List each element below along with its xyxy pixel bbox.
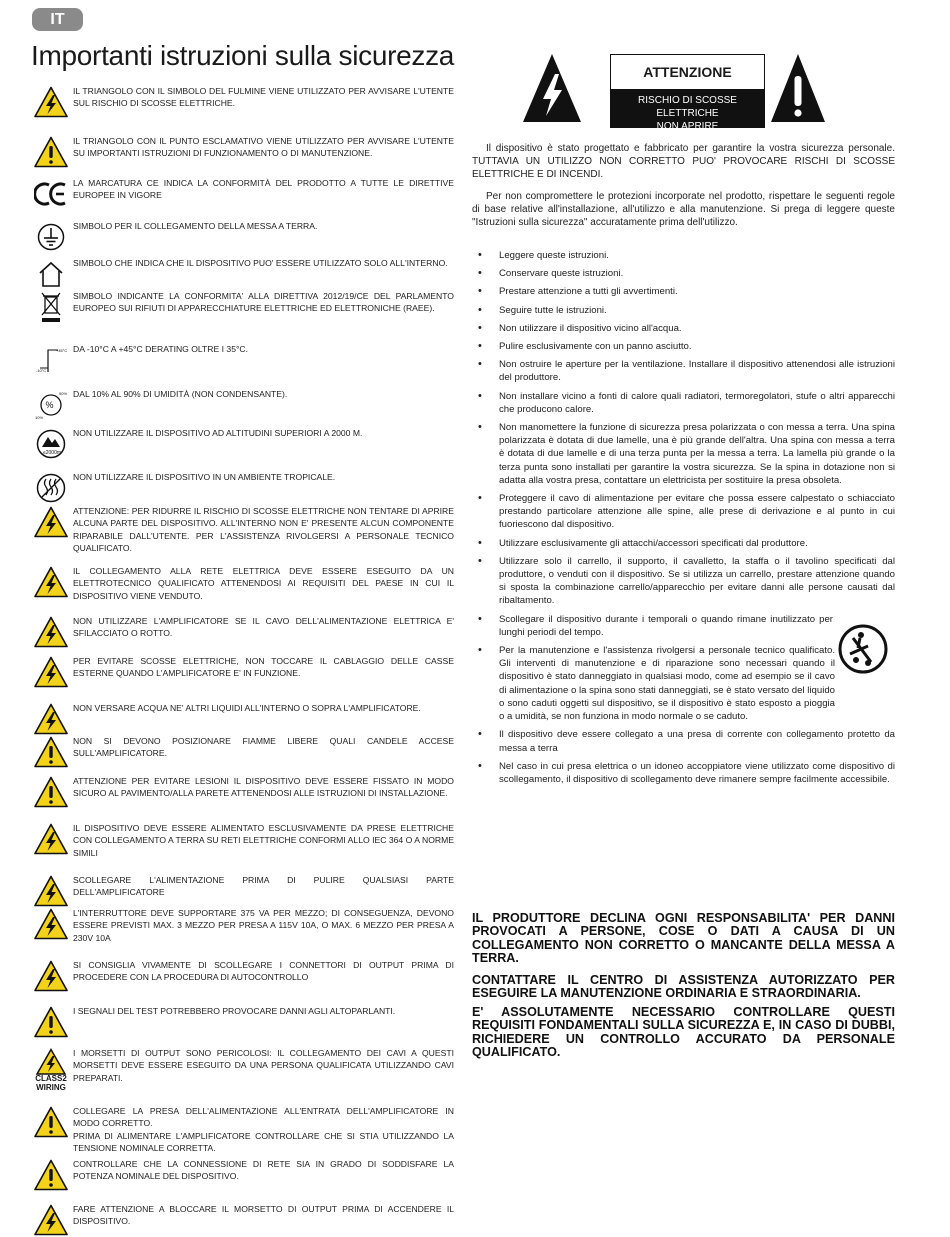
disclaimer-check: E' ASSOLUTAMENTE NECESSARIO CONTROLLARE QUESTI REQUISITI FONDAMENTALI SULLA SICUREZZA E, IN CASO DI DUBBI, RICHIEDERE UN CONTROLLO ACCURATO DA PERSONALE QUALIFICATO.	[472, 1005, 895, 1060]
symbol-description: ATTENZIONE PER EVITARE LESIONI IL DISPOSITIVO DEVE ESSERE FISSATO IN MODO SICURO AL PAVIMENTO/ALLA PARETE ATTENENDOSI ALLE ISTRUZIONI DI INSTALLAZIONE.	[73, 776, 454, 799]
lightning-warning-icon	[32, 615, 70, 649]
symbol-description: PER EVITARE SCOSSE ELETTRICHE, NON TOCCARE IL CABLAGGIO DELLE CASSE ESTERNE QUANDO L'AMPLIFICATORE E' IN FUNZIONE.	[73, 656, 454, 679]
rule-item: • Leggere queste istruzioni.	[472, 249, 895, 262]
symbol-description: FARE ATTENZIONE A BLOCCARE IL MORSETTO DI OUTPUT PRIMA DI ACCENDERE IL DISPOSITIVO.	[73, 1204, 454, 1227]
symbol-description: NON UTILIZZARE L'AMPLIFICATORE SE IL CAVO DELL'ALIMENTAZIONE ELETTRICA E' SFILACCIATO O ROTTO.	[73, 616, 454, 639]
attention-title: ATTENZIONE	[643, 64, 732, 80]
symbol-description: IL DISPOSITIVO DEVE ESSERE ALIMENTATO ESCLUSIVAMENTE DA PRESE ELETTRICHE CON COLLEGAMENTO A TERRA SU RETI ELETTRICHE CONFORMI ALLO IEC 364 O A NORME SIMILI	[73, 823, 454, 858]
symbol-row	[32, 874, 454, 908]
page-title: Importanti istruzioni sulla sicurezza	[31, 40, 455, 71]
class2-wiring-label: CLASS2	[35, 1074, 67, 1083]
symbol-row	[32, 1158, 454, 1192]
lightning-warning-icon	[32, 565, 70, 599]
symbol-description: NON SI DEVONO POSIZIONARE FIAMME LIBERE QUALI CANDELE ACCESE SULL'AMPLIFICATORE.	[73, 736, 454, 759]
symbol-description: ATTENZIONE: PER RIDURRE IL RISCHIO DI SCOSSE ELETTRICHE NON TENTARE DI APRIRE ALCUNA PARTE DEL DISPOSITIVO. ALL'INTERNO NON E' PRESENTE ALCUN COMPONENTE RIPARABILE DALL'UTENTE. PER L'ASSISTENZA RIVOLGERSI A PERSONALE TECNICO QUALIFICATO.	[73, 506, 454, 554]
svg-text:90%: 90%	[59, 391, 68, 396]
rule-item: • Non manomettere la funzione di sicurezza presa polarizzata o con messa a terra. Una spina polarizzata è dotata di due lamelle, una è più grande dell'altra. Una spina con messa a terra è dotata di due lamelle e di una terza punta per la messa a terra. La lamella più grande o la terza punta sono installati per garantire la vostra sicurezza. Se la spina in dotazione non si adatta alla vostra presa, contattare un elettricista per sostituire la presa obsoleta.	[472, 421, 895, 487]
tropical-icon	[32, 471, 70, 505]
rule-item: • Per la manutenzione e l'assistenza rivolgersi a personale tecnico qualificato. Gli interventi di manutenzione e di riparazione sono necessari quando il dispositivo è stato danneggiato in qualsiasi modo, come ad esempio se il cavo di alimentazione o la spina sono stati danneggiati, se è stato versato del liquido o sono caduti oggetti sul dispositivo, se il dispositivo è stato esposto a pioggia o a umidità, se non funziona in modo normale o se caduto.	[472, 644, 895, 723]
ce-mark-icon	[32, 177, 70, 211]
exclamation-warning-icon	[32, 135, 70, 169]
symbol-row	[32, 822, 454, 859]
warning-header	[521, 52, 826, 132]
symbol-description: NON UTILIZZARE IL DISPOSITIVO IN UN AMBIENTE TROPICALE.	[73, 472, 336, 482]
symbol-description: SIMBOLO INDICANTE LA CONFORMITA' ALLA DIRETTIVA 2012/19/CE DEL PARLAMENTO EUROPEO SUI RIFIUTI DI APPARECCHIATURE ELETTRICHE ED ELETTRONICHE (RAEE).	[73, 291, 454, 314]
exclamation-warning-icon	[32, 1005, 70, 1039]
intro-section	[472, 142, 895, 229]
intro-paragraph-1: Il dispositivo è stato progettato e fabbricato per garantire la vostra sicurezza personale. TUTTAVIA UN UTILIZZO NON CORRETTO PUO' PROVOCARE RISCHI DI SCOSSE ELETTRICHE E DI INCENDI.	[472, 143, 895, 180]
symbol-description: CONTROLLARE CHE LA CONNESSIONE DI RETE SIA IN GRADO DI SODDISFARE LA POTENZA NOMINALE DEL DISPOSITIVO.	[73, 1159, 454, 1182]
symbol-row	[32, 1005, 454, 1039]
disclaimer-service: CONTATTARE IL CENTRO DI ASSISTENZA AUTORIZZATO PER ESEGUIRE LA MANUTENZIONE ORDINARIA E STRAORDINARIA.	[472, 973, 895, 1001]
lightning-warning-icon	[521, 52, 583, 124]
symbol-row	[32, 1203, 454, 1237]
rule-item: • Conservare queste istruzioni.	[472, 267, 895, 280]
symbol-description: NON UTILIZZARE IL DISPOSITIVO AD ALTITUDINI SUPERIORI A 2000 M.	[73, 428, 363, 438]
rule-item: • Utilizzare solo il carrello, il supporto, il cavalletto, la staffa o il tavolino specificati dal produttore, o venduti con il dispositivo. Se si utilizza un carrello, prestare attenzione quando si sposta la combinazione carrello/apparecchio per evitare danni alle persone causati dal ribaltamento.	[472, 555, 895, 608]
rule-item: • Scollegare il dispositivo durante i temporali o quando rimane inutilizzato per lunghi periodi del tempo.	[472, 613, 895, 639]
symbol-description: SIMBOLO CHE INDICA CHE IL DISPOSITIVO PUO' ESSERE UTILIZZATO SOLO ALL'INTERNO.	[73, 258, 448, 268]
symbol-description: I MORSETTI DI OUTPUT SONO PERICOLOSI: IL COLLEGAMENTO DEI CAVI A QUESTI MORSETTI DEVE ESSERE ESEGUITO DA UNA PERSONA QUALIFICATA UTILIZZANDO CAVI PREPARATI.	[73, 1048, 454, 1083]
symbol-description: I SEGNALI DEL TEST POTREBBERO PROVOCARE DANNI AGLI ALTOPARLANTI.	[73, 1006, 396, 1016]
symbol-row	[32, 471, 454, 505]
disclaimer-ground: IL PRODUTTORE DECLINA OGNI RESPONSABILITA' PER DANNI PROVOCATI A PERSONE, COSE O DATI A CAUSA DI UN COLLEGAMENTO NON CORRETTO O MANCANTE DELLA MESSA A TERRA.	[472, 911, 895, 966]
lightning-warning-icon	[32, 1203, 70, 1237]
indoor-house-icon	[32, 257, 70, 291]
exclamation-warning-icon	[32, 1158, 70, 1192]
symbol-description: L'INTERRUTTORE DEVE SUPPORTARE 375 VA PER MEZZO; DI CONSEGUENZA, DEVONO ESSERE PREVISTI MAX. 3 MEZZO PER PRESA A 115V 10A, O MAX. 6 MEZZO PER PRESA A 230V 10A	[73, 908, 454, 943]
weee-bin-icon	[32, 290, 70, 324]
svg-text:≤2000m: ≤2000m	[43, 450, 62, 456]
symbol-row	[32, 220, 454, 254]
symbol-row	[32, 290, 454, 324]
lightning-warning-icon	[32, 822, 70, 856]
symbol-row	[32, 85, 454, 119]
cart-tip-warning-icon	[838, 624, 888, 674]
symbol-row	[32, 257, 454, 291]
symbol-description: IL TRIANGOLO CON IL PUNTO ESCLAMATIVO VIENE UTILIZZATO PER AVVISARE L'UTENTE SU IMPORTANTI ISTRUZIONI DI FUNZIONAMENTO O DI MANUTENZIONE.	[73, 136, 454, 159]
attention-subtitle	[611, 89, 764, 132]
class2-wiring-icon	[32, 1047, 70, 1095]
rule-item: • Utilizzare esclusivamente gli attacchi/accessori specificati dal produttore.	[472, 537, 895, 550]
safety-rules-list	[472, 249, 895, 791]
symbol-description: SCOLLEGARE L'ALIMENTAZIONE PRIMA DI PULIRE QUALSIASI PARTE DELL'AMPLIFICATORE	[73, 875, 454, 898]
rule-item: • Proteggere il cavo di alimentazione per evitare che possa essere calpestato o schiacciato prestando particolare attenzione alle spine, alle prese di derivazione e al punto in cui fuoriescono dal dispositivo.	[472, 492, 895, 532]
symbol-row	[32, 702, 454, 736]
lightning-warning-icon	[32, 907, 70, 941]
symbol-row	[32, 177, 454, 211]
symbol-row	[32, 135, 454, 169]
exclamation-warning-icon	[769, 52, 827, 124]
rule-item: • Pulire esclusivamente con un panno asciutto.	[472, 340, 895, 353]
symbol-row	[32, 388, 454, 422]
intro-paragraph-2: Per non compromettere le protezioni incorporate nel prodotto, rispettare le seguenti regole di base relative all'installazione, all'utilizzo e alla manutenzione. Si prega di leggere queste "Istruzioni sulla sicurezza" accuratamente prima dell'utilizzo.	[472, 191, 895, 228]
symbol-row	[32, 1105, 454, 1155]
symbol-row	[32, 959, 454, 993]
symbol-description: SI CONSIGLIA VIVAMENTE DI SCOLLEGARE I CONNETTORI DI OUTPUT PRIMA DI PROCEDERE CON LA PROCEDURA DI AUTOCONTROLLO	[73, 960, 454, 983]
exclamation-warning-icon	[32, 1105, 70, 1139]
symbol-row	[32, 505, 454, 555]
lightning-warning-icon	[32, 85, 70, 119]
altitude-icon	[32, 427, 70, 461]
symbol-row	[32, 735, 454, 769]
lightning-warning-icon	[32, 655, 70, 689]
temperature-icon	[32, 343, 70, 377]
exclamation-warning-icon	[32, 735, 70, 769]
symbol-description: COLLEGARE LA PRESA DELL'ALIMENTAZIONE ALL'ENTRATA DELL'AMPLIFICATORE IN MODO CORRETTO. PRIMA DI ALIMENTARE L'AMPLIFICATORE CONTROLLARE CHE SI STIA UTILIZZANDO LA TENSIONE NOMINALE CORRETTA.	[73, 1106, 454, 1154]
rule-item: • Il dispositivo deve essere collegato a una presa di corrente con collegamento protetto da messa a terra	[472, 728, 895, 754]
symbol-description: DA -10°C A +45°C DERATING OLTRE I 35°C.	[73, 344, 248, 354]
svg-text:%: %	[45, 400, 54, 410]
ground-icon	[32, 220, 70, 254]
symbol-description: NON VERSARE ACQUA NE' ALTRI LIQUIDI ALL'INTERNO O SOPRA L'AMPLIFICATORE.	[73, 703, 421, 713]
attention-subtitle-line1: RISCHIO DI SCOSSE ELETTRICHE	[638, 95, 737, 119]
exclamation-warning-icon	[32, 775, 70, 809]
rule-item: • Non installare vicino a fonti di calore quali radiatori, termoregolatori, stufe o altri apparecchi che producono calore.	[472, 390, 895, 416]
attention-box	[610, 54, 765, 132]
symbol-row	[32, 775, 454, 809]
attention-subtitle-line2: NON APRIRE	[656, 121, 719, 132]
symbol-row	[32, 565, 454, 602]
svg-text:+45°C: +45°C	[56, 348, 68, 353]
symbol-description: DAL 10% AL 90% DI UMIDITÀ (NON CONDENSANTE).	[73, 389, 288, 399]
language-badge: IT	[32, 8, 83, 31]
symbol-row	[32, 655, 454, 689]
class2-wiring-label: WIRING	[36, 1083, 66, 1092]
rule-item: • Seguire tutte le istruzioni.	[472, 304, 895, 317]
symbol-description: SIMBOLO PER IL COLLEGAMENTO DELLA MESSA A TERRA.	[73, 221, 318, 231]
lightning-warning-icon	[32, 959, 70, 993]
rule-item: • Non ostruire le aperture per la ventilazione. Installare il dispositivo attenendosi alle istruzioni del produttore.	[472, 358, 895, 384]
humidity-icon	[32, 388, 70, 422]
symbol-description: IL TRIANGOLO CON IL SIMBOLO DEL FULMINE VIENE UTILIZZATO PER AVVISARE L'UTENTE SUL RISCHIO DI SCOSSE ELETTRICHE.	[73, 86, 454, 109]
rule-item: • Prestare attenzione a tutti gli avvertimenti.	[472, 285, 895, 298]
lightning-warning-icon	[32, 702, 70, 736]
rule-item: • Nel caso in cui presa elettrica o un idoneo accoppiatore viene utilizzato come dispositivo di scollegamento, il dispositivo di scollegamento deve rimanere sempre facilmente accessibile.	[472, 760, 895, 786]
svg-text:10%: 10%	[35, 415, 44, 420]
lightning-warning-icon	[32, 874, 70, 908]
rule-item: • Non utilizzare il dispositivo vicino all'acqua.	[472, 322, 895, 335]
symbol-description: IL COLLEGAMENTO ALLA RETE ELETTRICA DEVE ESSERE ESEGUITO DA UN ELETTROTECNICO QUALIFICATO ATTENENDOSI AI REQUISITI DEL PAESE IN CUI IL DISPOSITIVO VIENE VENDUTO.	[73, 566, 454, 601]
symbol-row	[32, 615, 454, 649]
symbol-row	[32, 1047, 454, 1095]
symbol-row	[32, 343, 454, 377]
symbol-row	[32, 427, 454, 461]
lightning-warning-icon	[32, 505, 70, 539]
svg-text:-10°C: -10°C	[36, 368, 47, 373]
symbol-description: LA MARCATURA CE INDICA LA CONFORMITÀ DEL PRODOTTO A TUTTE LE DIRETTIVE EUROPEE IN VIGORE	[73, 178, 454, 201]
symbol-row	[32, 907, 454, 944]
